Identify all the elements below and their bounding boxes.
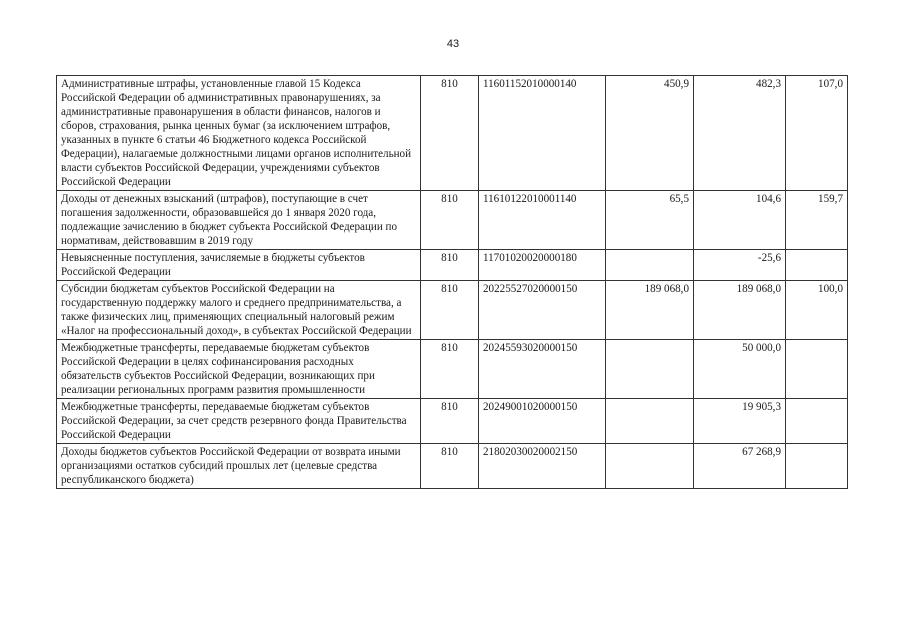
revenue-description: Межбюджетные трансферты, передаваемые бюджетам субъектов Российской Федерации, за счет средств резервного фонда Правительства Российской Федерации bbox=[57, 399, 421, 444]
plan-amount: 450,9 bbox=[606, 76, 694, 191]
revenue-table bbox=[56, 75, 848, 489]
plan-amount bbox=[606, 399, 694, 444]
execution-percent bbox=[786, 399, 848, 444]
table-row bbox=[57, 250, 848, 281]
table-row bbox=[57, 281, 848, 340]
budget-classification-code: 11601152010000140 bbox=[479, 76, 606, 191]
execution-percent bbox=[786, 340, 848, 399]
actual-amount: 482,3 bbox=[694, 76, 786, 191]
revenue-description: Административные штрафы, установленные главой 15 Кодекса Российской Федерации об административных правонарушениях, за административные правонарушения в области финансов, налогов и сборов, страхования, рынка ценных бумаг (за исключением штрафов, указанных в пункте 6 статьи 46 Бюджетного кодекса Российской Федерации), налагаемые должностными лицами органов исполнительной власти субъектов Российской Федерации, учреждениями субъектов Российской Федерации bbox=[57, 76, 421, 191]
execution-percent: 100,0 bbox=[786, 281, 848, 340]
plan-amount bbox=[606, 250, 694, 281]
budget-classification-code: 20245593020000150 bbox=[479, 340, 606, 399]
actual-amount: 67 268,9 bbox=[694, 444, 786, 489]
budget-classification-code: 11610122010001140 bbox=[479, 191, 606, 250]
budget-classification-code: 20249001020000150 bbox=[479, 399, 606, 444]
actual-amount: 50 000,0 bbox=[694, 340, 786, 399]
actual-amount: 189 068,0 bbox=[694, 281, 786, 340]
plan-amount bbox=[606, 444, 694, 489]
revenue-description: Доходы от денежных взысканий (штрафов), поступающие в счет погашения задолженности, образовавшейся до 1 января 2020 года, подлежащие зачислению в бюджет субъекта Российской Федерации по нормативам, действовавшим в 2019 году bbox=[57, 191, 421, 250]
budget-classification-code: 21802030020002150 bbox=[479, 444, 606, 489]
revenue-description: Невыясненные поступления, зачисляемые в бюджеты субъектов Российской Федерации bbox=[57, 250, 421, 281]
table-row bbox=[57, 191, 848, 250]
budget-classification-code: 20225527020000150 bbox=[479, 281, 606, 340]
revenue-description: Межбюджетные трансферты, передаваемые бюджетам субъектов Российской Федерации в целях софинансирования расходных обязательств субъектов Российской Федерации, возникающих при реализации региональных программ развития промышленности bbox=[57, 340, 421, 399]
admin-code: 810 bbox=[421, 250, 479, 281]
budget-classification-code: 11701020020000180 bbox=[479, 250, 606, 281]
plan-amount: 189 068,0 bbox=[606, 281, 694, 340]
revenue-description: Субсидии бюджетам субъектов Российской Федерации на государственную поддержку малого и среднего предпринимательства, а также физических лиц, применяющих специальный налоговый режим «Налог на профессиональный доход», в субъектах Российской Федерации bbox=[57, 281, 421, 340]
plan-amount bbox=[606, 340, 694, 399]
execution-percent bbox=[786, 444, 848, 489]
admin-code: 810 bbox=[421, 281, 479, 340]
execution-percent: 159,7 bbox=[786, 191, 848, 250]
actual-amount: -25,6 bbox=[694, 250, 786, 281]
execution-percent: 107,0 bbox=[786, 76, 848, 191]
execution-percent bbox=[786, 250, 848, 281]
admin-code: 810 bbox=[421, 191, 479, 250]
table-row bbox=[57, 340, 848, 399]
actual-amount: 19 905,3 bbox=[694, 399, 786, 444]
admin-code: 810 bbox=[421, 76, 479, 191]
actual-amount: 104,6 bbox=[694, 191, 786, 250]
admin-code: 810 bbox=[421, 340, 479, 399]
table-row bbox=[57, 76, 848, 191]
table-row bbox=[57, 399, 848, 444]
plan-amount: 65,5 bbox=[606, 191, 694, 250]
page-number: 43 bbox=[446, 38, 460, 50]
table-row bbox=[57, 444, 848, 489]
admin-code: 810 bbox=[421, 444, 479, 489]
admin-code: 810 bbox=[421, 399, 479, 444]
revenue-description: Доходы бюджетов субъектов Российской Федерации от возврата иными организациями остатков субсидий прошлых лет (целевые средства республиканского бюджета) bbox=[57, 444, 421, 489]
